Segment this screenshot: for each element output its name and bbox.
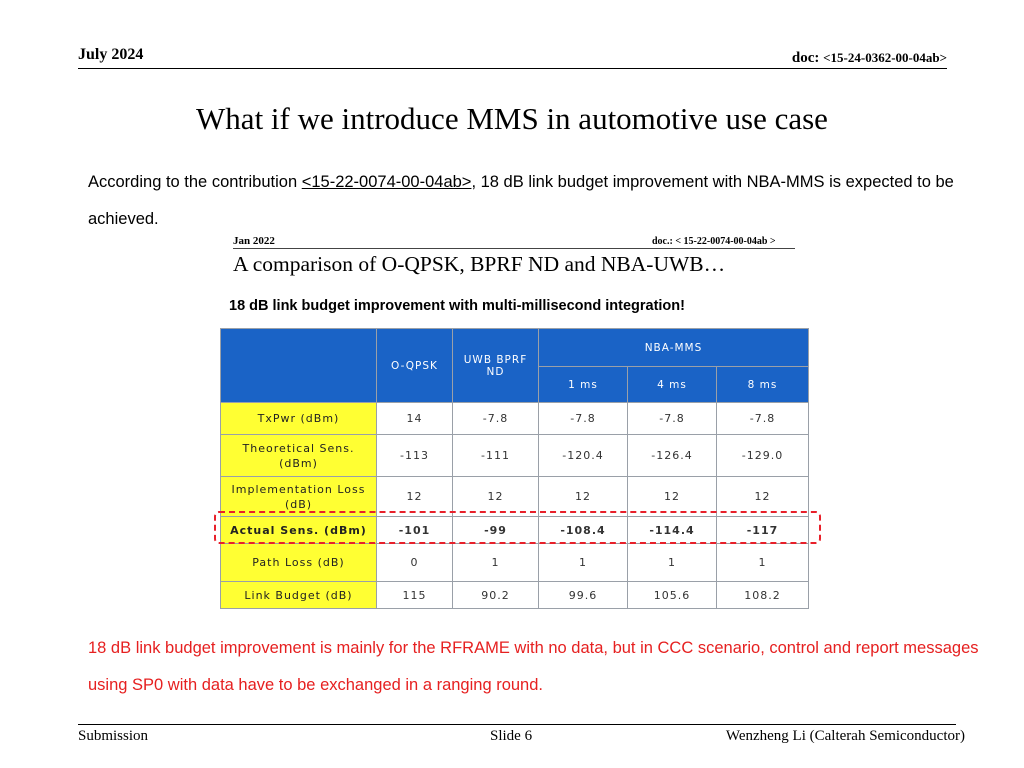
intro-text-after: , 18 dB link budget improvement with NBA-MMS is expected to be achieved. [88,173,954,228]
table-cell: 108.2 [717,582,809,609]
col-header-4ms: 4 ms [628,367,717,403]
table-cell: -126.4 [628,435,717,477]
table-cell: -108.4 [539,517,628,544]
table-row [221,582,809,609]
table-cell: 1 [717,544,809,582]
col-header-uwb: UWB BPRF ND [453,329,539,403]
table-cell: 1 [453,544,539,582]
col-header-8ms: 8 ms [717,367,809,403]
table-cell: -120.4 [539,435,628,477]
table-cell: -7.8 [539,403,628,435]
embedded-slide-title: A comparison of O-QPSK, BPRF ND and NBA-UWB… [233,252,726,276]
col-header-oqpsk: O-QPSK [377,329,453,403]
row-header-txpwr: TxPwr (dBm) [221,403,377,435]
table-cell: -99 [453,517,539,544]
table-cell: -7.8 [628,403,717,435]
table-cell: -7.8 [453,403,539,435]
footer-submission: Submission [78,728,149,744]
table-cell: -114.4 [628,517,717,544]
row-header-path-loss: Path Loss (dB) [221,544,377,582]
conclusion-note: 18 dB link budget improvement is mainly for the RFRAME with no data, but in CCC scenario, control and report messages using SP0 with data have to be exchanged in a ranging round. [88,639,979,694]
table-corner-cell [221,329,377,403]
footer-divider [78,724,956,725]
header-date: July 2024 [78,46,144,63]
comparison-table [220,328,809,609]
embedded-slide-date: Jan 2022 [233,235,275,247]
table-cell: -101 [377,517,453,544]
footer-slide-number: Slide 6 [490,728,533,744]
slide-title: What if we introduce MMS in automotive use case [196,101,828,136]
doc-prefix: doc: [791,50,824,66]
row-header-actual-sens: Actual Sens. (dBm) [221,517,377,544]
row-header-theoretical-sens: Theoretical Sens. (dBm) [221,435,377,477]
table-cell: 1 [539,544,628,582]
intro-paragraph [88,164,988,238]
col-header-nba-mms: NBA-MMS [539,329,809,367]
embedded-slide-subtitle: 18 dB link budget improvement with multi-millisecond integration! [229,298,685,314]
row-header-link-budget: Link Budget (dB) [221,582,377,609]
highlight-dashed-box [214,511,821,544]
intro-reference-link[interactable]: <15-22-0074-00-04ab> [301,173,472,191]
table-cell: 105.6 [628,582,717,609]
embedded-slide-doc: doc.: < 15-22-0074-00-04ab > [652,236,776,247]
header-divider [78,68,947,69]
doc-number: <15-24-0362-00-04ab> [823,50,947,65]
table-cell: 1 [628,544,717,582]
table-cell: -111 [453,435,539,477]
embedded-slide-divider [233,248,795,249]
row-header-implementation-loss: Implementation Loss (dB) [221,477,377,517]
table-cell: -129.0 [717,435,809,477]
table-cell: 12 [377,477,453,517]
table-cell: 12 [628,477,717,517]
table-cell: 90.2 [453,582,539,609]
table-cell: 12 [453,477,539,517]
intro-text-before: According to the contribution [88,173,302,191]
table-cell: 99.6 [539,582,628,609]
table-cell: -117 [717,517,809,544]
col-header-1ms: 1 ms [539,367,628,403]
table-row [221,435,809,477]
table-cell: 12 [539,477,628,517]
table-cell: 12 [717,477,809,517]
table-row [221,544,809,582]
table-cell: 115 [377,582,453,609]
header-doc-number [792,50,947,67]
footer-author: Wenzheng Li (Calterah Semiconductor) [725,728,965,744]
table-row [221,403,809,435]
table-cell: 14 [377,403,453,435]
table-cell: 0 [377,544,453,582]
table-cell: -113 [377,435,453,477]
table-cell: -7.8 [717,403,809,435]
